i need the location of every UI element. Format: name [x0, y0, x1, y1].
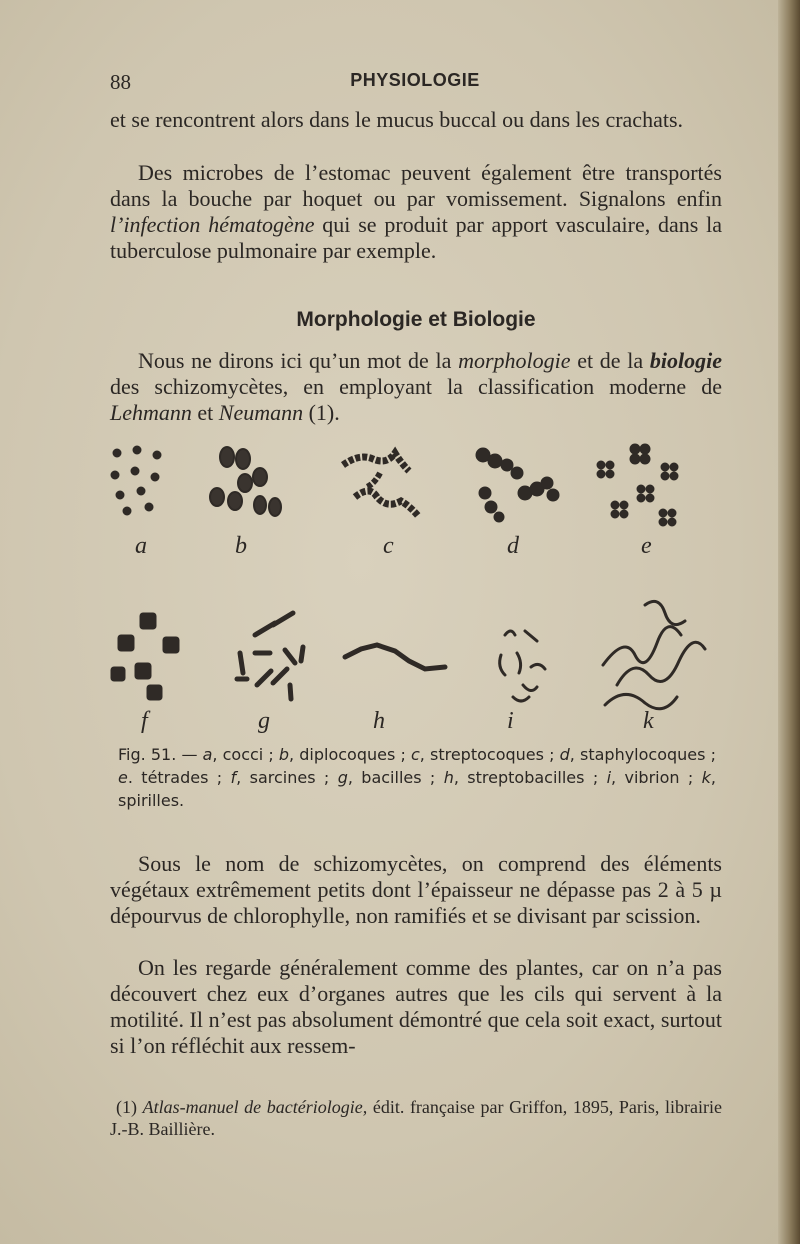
emphasis-lehmann: Lehmann: [110, 400, 192, 425]
figure-label-b: b: [235, 533, 247, 559]
caption-text-5: . tétrades ;: [127, 768, 231, 787]
caption-letter-b: b: [278, 745, 290, 764]
figure-label-h: h: [373, 708, 385, 734]
caption-letter-h: h: [443, 768, 454, 787]
vibrio-drawing: [500, 631, 545, 701]
figure-label-c: c: [383, 533, 394, 559]
figure-label-g: g: [258, 708, 270, 734]
tetrads-drawing: [597, 444, 678, 526]
caption-letter-e: e: [118, 768, 128, 787]
figure-51: [105, 435, 725, 735]
bacilli-drawing: [237, 613, 303, 699]
caption-letter-d: d: [559, 745, 570, 764]
caption-text-9: , vibrion ;: [611, 768, 702, 787]
morphology-paragraph: [110, 348, 722, 426]
morpho-text-2: et de la: [570, 348, 650, 373]
intro-paragraph-2: [110, 160, 722, 264]
figure-label-e: e: [641, 533, 652, 559]
emphasis-neumann: Neumann: [218, 400, 304, 425]
intro-text-end: qui se produit par apport vasculaire, dans la tuberculose pulmonaire par exemple.: [110, 212, 722, 263]
caption-text-3: , streptocoques ;: [419, 745, 560, 764]
running-head: [110, 70, 720, 100]
section-heading: Morphologie et Biologie: [296, 308, 536, 331]
morpho-text-4: et: [191, 400, 219, 425]
bacteria-illustration: [105, 435, 725, 735]
intro-paragraph-1: et se rencontrent alors dans le mucus buccal ou dans les crachats.: [110, 107, 684, 132]
body-paragraph-1: Sous le nom de schizomycètes, on comprend des éléments végétaux extrêmement petits dont l’épaisseur ne dépasse pas 2 à 5 µ dépourvus de chlorophylle, non ramifiés et se divisant par scission.: [110, 851, 722, 928]
caption-text-1: , cocci ;: [212, 745, 279, 764]
intro-text: Des microbes de l’estomac peuvent également être transportés dans la bouche par hoquet ou par vomissement. Signalons enfin: [110, 160, 722, 211]
figure-label-a: a: [135, 533, 147, 559]
caption-letter-c: c: [410, 745, 420, 764]
caption-text-0: Fig. 51. —: [118, 745, 203, 764]
footnote-number: (1): [116, 1097, 143, 1117]
page-edge: [778, 0, 800, 1244]
staphylococci-drawing: [476, 448, 559, 522]
spirilla-drawing: [603, 601, 705, 708]
caption-letter-f: f: [230, 768, 237, 787]
emphasis-biologie: biologie: [649, 348, 722, 373]
caption-text-6: , sarcines ;: [236, 768, 338, 787]
footnote-title: Atlas-manuel de bactériologie,: [142, 1097, 368, 1117]
figure-label-k: k: [643, 708, 654, 734]
emphasis-infection: l’infection hématogène: [110, 212, 315, 237]
sarcina-drawing: [111, 613, 179, 700]
morpho-text-5: (1).: [303, 400, 340, 425]
cocci-drawing: [111, 446, 161, 515]
caption-text-10: , spirilles.: [118, 768, 717, 810]
morpho-text-3: des schizomycètes, en employant la classification moderne de: [110, 374, 722, 399]
body-paragraph-2: On les regarde généralement comme des plantes, car on n’a pas découvert chez eux d’organes autres que les cils qui servent à la motilité. Il n’est pas absolument démontré que cela soit exact, surtout si l’on réfléchit aux ressem-: [110, 955, 722, 1058]
footnote-text: édit. française par Griffon, 1895, Paris, librairie J.-B. Baillière.: [110, 1097, 722, 1139]
page-number: 88: [110, 70, 131, 94]
morpho-text-1: Nous ne dirons ici qu’un mot de la: [138, 348, 459, 373]
caption-text-2: , diplocoques ;: [289, 745, 411, 764]
caption-letter-i: i: [606, 768, 612, 787]
caption-letter-a: a: [202, 745, 213, 764]
diplococci-drawing: [210, 447, 281, 516]
figure-label-f: f: [141, 708, 148, 734]
caption-letter-k: k: [701, 768, 711, 787]
figure-label-i: i: [507, 708, 514, 734]
running-title: PHYSIOLOGIE: [350, 70, 480, 90]
caption-letter-g: g: [337, 768, 348, 787]
streptococci-drawing: [343, 453, 419, 517]
figure-caption: [118, 743, 716, 812]
figure-label-d: d: [507, 533, 519, 559]
footnote: [110, 1096, 722, 1140]
emphasis-morphologie: morphologie: [458, 348, 571, 373]
caption-text-7: , bacilles ;: [347, 768, 444, 787]
streptobacilli-drawing: [345, 645, 445, 669]
caption-text-4: , staphylocoques ;: [569, 745, 716, 764]
caption-text-8: , streptobacilles ;: [453, 768, 607, 787]
